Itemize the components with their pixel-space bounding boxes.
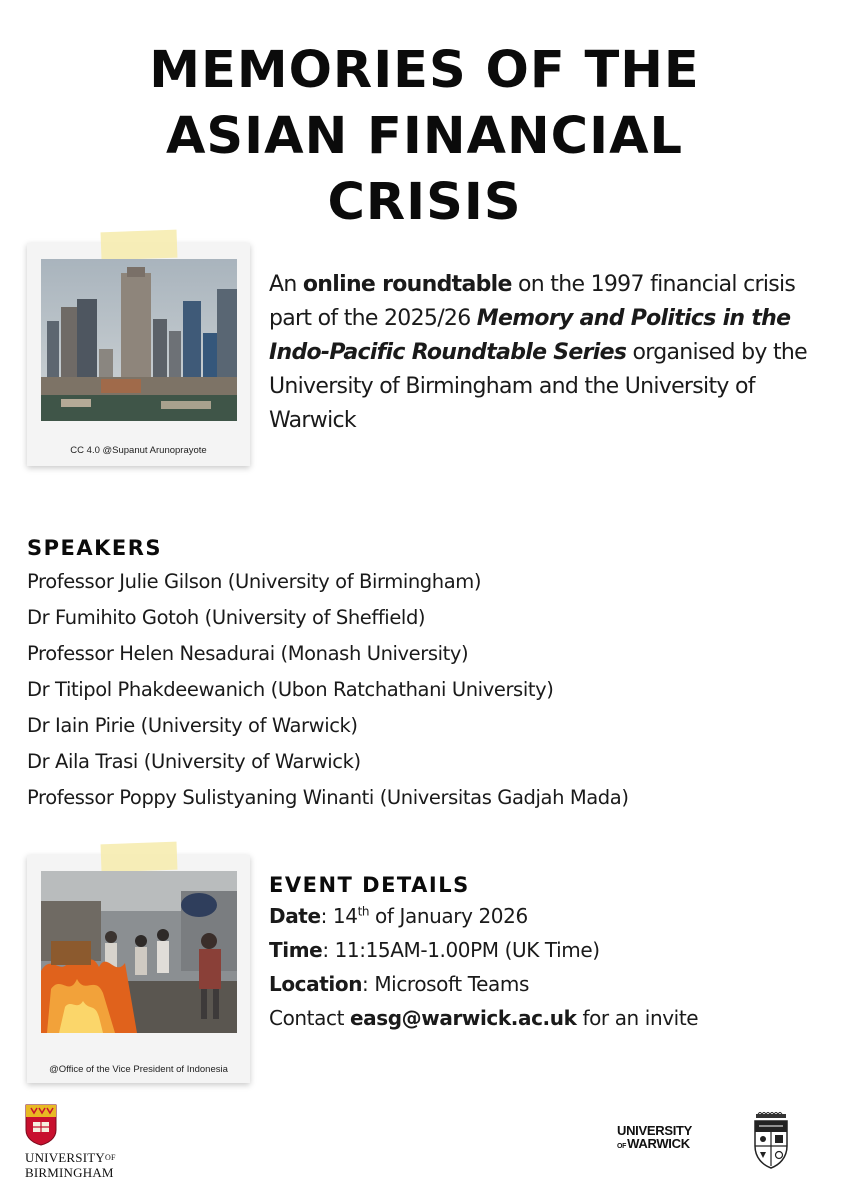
speaker-list xyxy=(27,564,827,816)
speakers-heading: SPEAKERS xyxy=(27,536,163,560)
date-line: Date: 14th of January 2026 xyxy=(269,904,528,928)
skyline-photo xyxy=(41,259,237,421)
event-details-heading: EVENT DETAILS xyxy=(269,873,470,897)
time-line xyxy=(269,933,829,967)
birmingham-wordmark xyxy=(25,1150,116,1180)
speaker-item: Dr Iain Pirie (University of Warwick) xyxy=(27,714,358,737)
warwick-shield-icon xyxy=(752,1112,790,1170)
contact-line xyxy=(269,1001,829,1035)
contact-post: for an invite xyxy=(576,1006,699,1030)
photo-caption: CC 4.0 @Supanut Arunoprayote xyxy=(70,445,207,456)
location-label: Location xyxy=(269,972,363,996)
university-of-birmingham-logo xyxy=(25,1104,135,1184)
photo-caption: @Office of the Vice President of Indonesia xyxy=(49,1064,228,1075)
intro-bold: online roundtable xyxy=(302,272,512,297)
speaker-item: Dr Aila Trasi (University of Warwick) xyxy=(27,750,361,773)
time-value: : 11:15AM-1.00PM (UK Time) xyxy=(322,938,600,962)
tape-strip xyxy=(100,230,177,261)
university-of-warwick-logo xyxy=(617,1124,717,1156)
skyline-polaroid xyxy=(27,243,250,466)
birmingham-of: OF xyxy=(105,1153,116,1162)
event-details-section xyxy=(269,873,829,1035)
warwick-line2: WARWICK xyxy=(627,1136,690,1151)
protest-photo xyxy=(41,871,237,1033)
intro-part: on the 1997 financial crisis part of the 2025/26 xyxy=(269,272,796,331)
warwick-line1: UNIVERSITY xyxy=(617,1123,693,1138)
date-suffix: th xyxy=(357,904,370,919)
title-line-3: CRISIS xyxy=(327,173,522,232)
intro-text xyxy=(269,268,839,438)
warwick-crest-icon xyxy=(752,1112,790,1170)
birmingham-line1: UNIVERSITY xyxy=(25,1150,105,1165)
location-value: : Microsoft Teams xyxy=(362,972,529,996)
contact-pre: Contact xyxy=(269,1006,350,1030)
protest-image xyxy=(41,871,237,1033)
speaker-item: Professor Julie Gilson (University of Birmingham) xyxy=(27,570,482,593)
warwick-of: OF xyxy=(617,1143,627,1150)
poster-title xyxy=(0,38,849,236)
time-label: Time xyxy=(269,938,323,962)
speakers-section xyxy=(27,536,827,816)
speaker-item: Professor Poppy Sulistyaning Winanti (Universitas Gadjah Mada) xyxy=(27,786,629,809)
warwick-wordmark xyxy=(617,1124,717,1153)
series-name: Memory and Politics in the Indo-Pacific Roundtable Series xyxy=(269,306,791,365)
birmingham-crest-icon xyxy=(25,1104,57,1146)
contact-email[interactable]: easg@warwick.ac.uk xyxy=(349,1006,577,1030)
location-line xyxy=(269,967,829,1001)
speaker-item: Dr Fumihito Gotoh (University of Sheffield) xyxy=(27,606,426,629)
speaker-item: Professor Helen Nesadurai (Monash University) xyxy=(27,642,469,665)
intro-part: An xyxy=(269,272,303,297)
title-line-1: MEMORIES OF THE xyxy=(149,41,700,100)
title-line-2: ASIAN FINANCIAL xyxy=(165,107,684,166)
date-rest: of January 2026 xyxy=(369,904,528,928)
intro-part: organised by the University of Birmingham and the University of Warwick xyxy=(269,340,807,433)
birmingham-line2: BIRMINGHAM xyxy=(25,1165,114,1180)
speaker-item: Dr Titipol Phakdeewanich (Ubon Ratchathani University) xyxy=(27,678,554,701)
date-day: 14 xyxy=(332,904,358,928)
tape-strip xyxy=(100,842,177,873)
date-label: Date xyxy=(269,904,321,928)
protest-polaroid xyxy=(27,855,250,1083)
skyline-image xyxy=(41,259,237,421)
